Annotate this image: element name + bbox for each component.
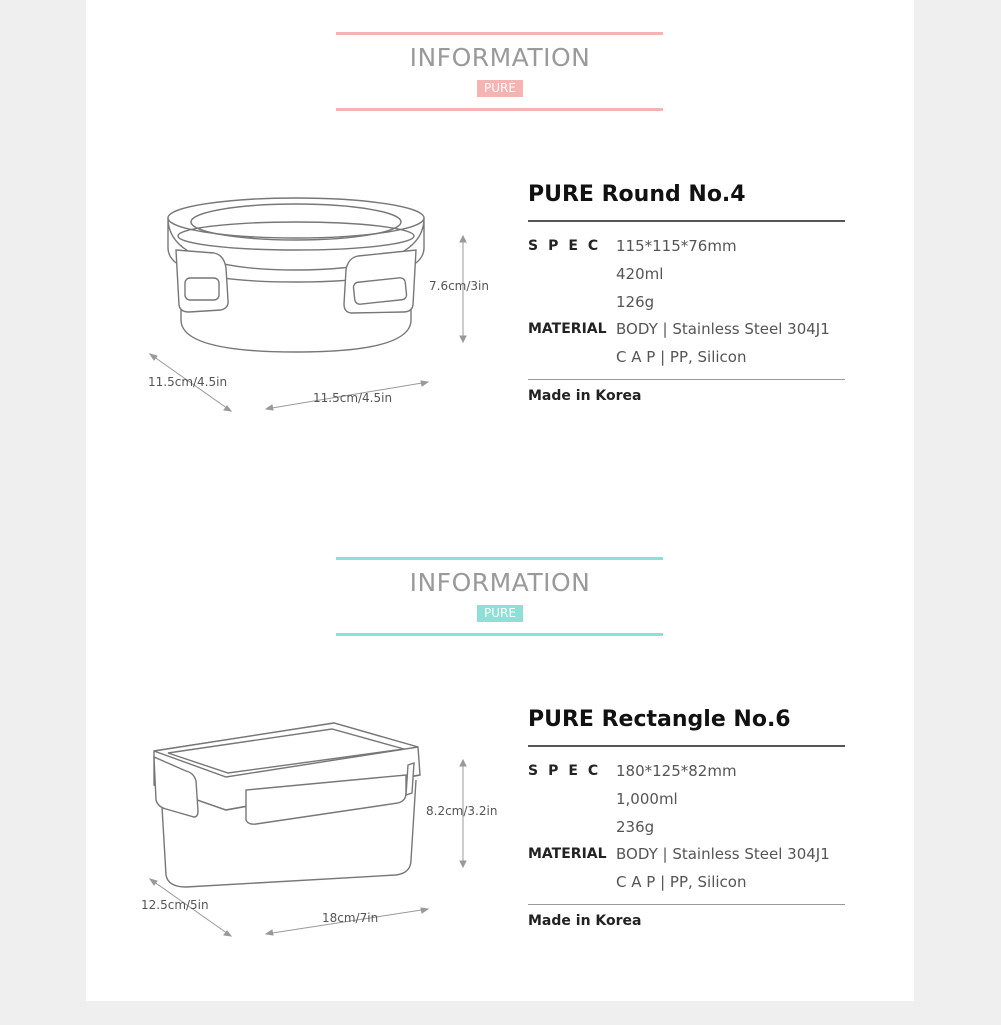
product-title: PURE Rectangle No.6 [528,707,791,732]
cap-material: C A P | PP, Silicon [616,348,747,366]
title-rule [528,745,845,747]
spec-volume: 1,000ml [616,790,678,808]
pure-badge: PURE [477,605,523,622]
body-material: BODY | Stainless Steel 304J1 [616,845,830,863]
spec-weight: 236g [616,818,655,836]
origin-label: Made in Korea [528,388,642,404]
info-section-rectangle [86,525,914,1025]
section-header-title: INFORMATION [409,43,591,72]
origin-label: Made in Korea [528,913,642,929]
spec-label: SPEC [528,763,609,779]
clip-right [406,763,414,795]
material-label: MATERIAL [528,321,607,337]
spec-dimensions: 180*125*82mm [616,762,737,780]
spec-label: SPEC [528,238,609,254]
cap-material: C A P | PP, Silicon [616,873,747,891]
rectangle-container-illustration [86,525,516,955]
spec-weight: 126g [616,293,655,311]
info-section-round [86,0,914,500]
spec-dimensions: 115*115*76mm [616,237,737,255]
body-material: BODY | Stainless Steel 304J1 [616,320,830,338]
height-dimension-label: 8.2cm/3.2in [426,804,498,818]
material-label: MATERIAL [528,846,607,862]
pure-badge: PURE [477,80,523,97]
clip-left [176,250,228,312]
origin-rule [528,379,845,380]
section-header-title: INFORMATION [409,568,591,597]
product-info-page [86,0,914,1001]
width-dimension-label: 18cm/7in [322,911,379,925]
spec-volume: 420ml [616,265,664,283]
title-rule [528,220,845,222]
product-title: PURE Round No.4 [528,182,746,207]
round-container-illustration [86,0,516,430]
height-dimension-label: 7.6cm/3in [429,279,489,293]
width-dimension-label: 11.5cm/4.5in [313,391,393,405]
origin-rule [528,904,845,905]
depth-dimension-label: 12.5cm/5in [141,898,209,912]
depth-dimension-label: 11.5cm/4.5in [148,375,228,389]
